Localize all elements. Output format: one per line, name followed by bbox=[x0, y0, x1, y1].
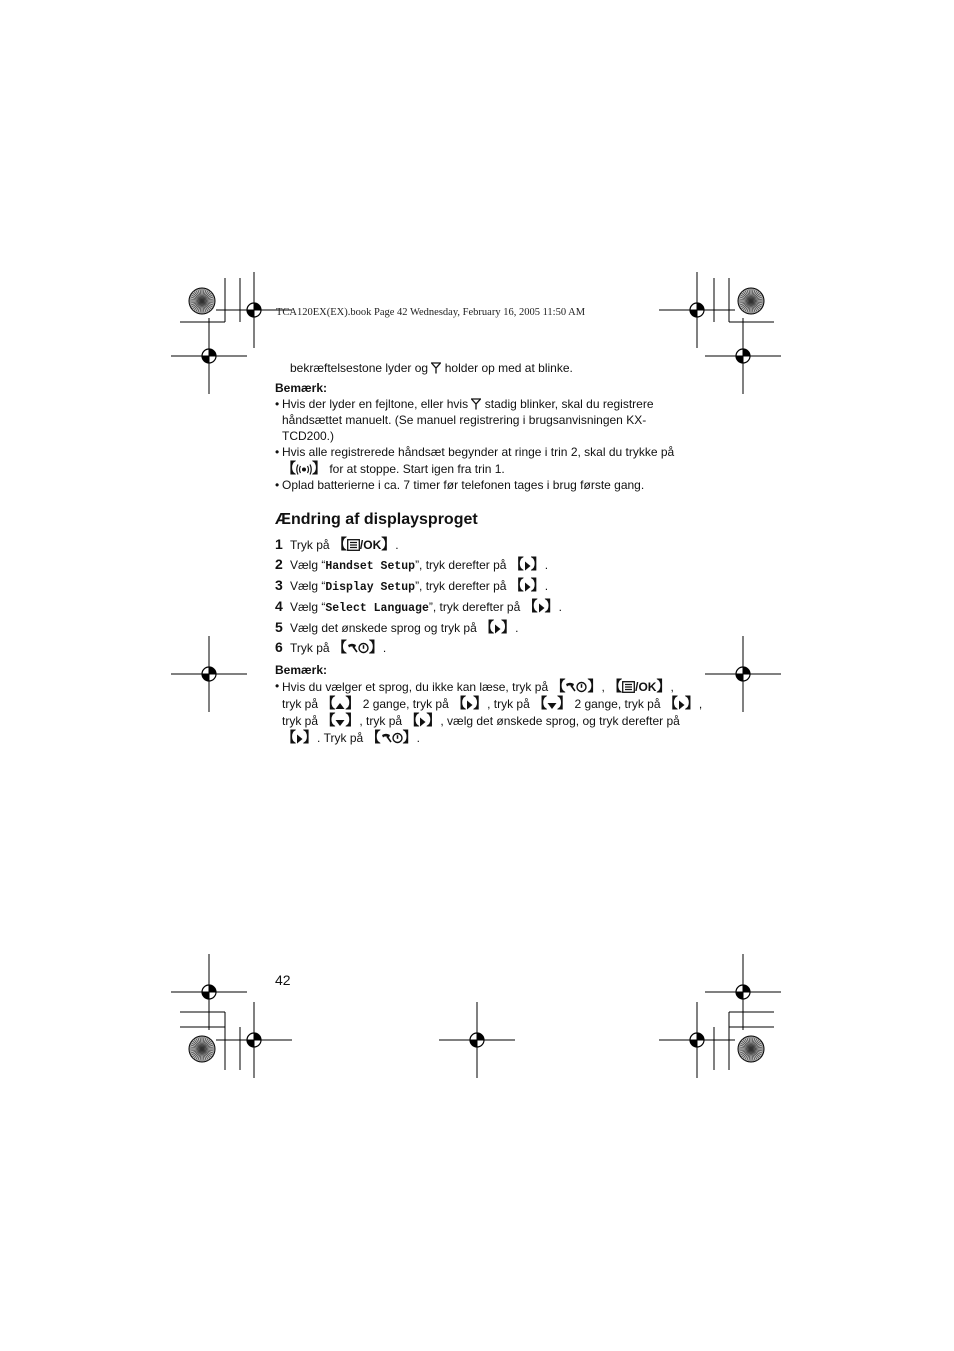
note-bullet bbox=[275, 444, 685, 477]
text: Hvis du vælger et sprog, du ikke kan læse, tryk på bbox=[282, 680, 552, 694]
text: for at stoppe. Start igen fra trin 1. bbox=[326, 462, 505, 476]
confirmation-line bbox=[275, 360, 685, 376]
note-heading: Bemærk: bbox=[275, 663, 328, 677]
text: bekræftelsestone lyder og bbox=[290, 361, 432, 375]
registration-crosshair bbox=[705, 318, 781, 394]
text: Tryk på bbox=[290, 641, 333, 655]
registration-crosshair bbox=[705, 636, 781, 712]
step-4: 4 Vælg “Select Language”, tryk derefter på 【 】. bbox=[275, 598, 562, 615]
step-number: 3 bbox=[275, 577, 283, 593]
registration-crosshair bbox=[171, 636, 247, 712]
antenna-icon bbox=[471, 398, 481, 410]
right-arrow-icon bbox=[538, 603, 545, 613]
text: 2 gange, tryk på bbox=[571, 697, 664, 711]
registration-starburst bbox=[189, 1036, 215, 1062]
intercom-locator-icon bbox=[296, 464, 312, 475]
menu-icon bbox=[347, 539, 360, 551]
text: tryk på bbox=[282, 697, 322, 711]
registration-crosshair bbox=[171, 954, 247, 1030]
off-power-icon bbox=[347, 642, 369, 654]
registration-crosshair bbox=[659, 1002, 735, 1078]
step-number: 2 bbox=[275, 556, 283, 572]
right-key: 【 】 bbox=[452, 695, 488, 711]
antenna-icon bbox=[431, 362, 441, 374]
text: Vælg “ bbox=[290, 600, 326, 614]
menu-ok-key: 【 /OK】 bbox=[608, 678, 671, 694]
registration-crosshair bbox=[439, 1002, 515, 1078]
registration-crosshair bbox=[216, 1002, 292, 1078]
step-2: 2 Vælg “Handset Setup”, tryk derefter på 【 】. bbox=[275, 556, 549, 573]
page-content bbox=[275, 360, 703, 746]
text: TCD200.) bbox=[282, 429, 335, 443]
off-key: 【 】 bbox=[551, 678, 602, 694]
menu-icon bbox=[622, 681, 635, 693]
text: Vælg “ bbox=[290, 579, 326, 593]
text: , tryk på bbox=[487, 697, 534, 711]
note-heading: Bemærk: bbox=[275, 381, 328, 395]
right-key: 【 】 bbox=[405, 712, 441, 728]
step-5: 5 Vælg det ønskede sprog og tryk på 【 】. bbox=[275, 619, 519, 635]
step-number: 4 bbox=[275, 598, 283, 614]
right-key: 【 】 bbox=[509, 556, 545, 572]
off-key: 【 】 bbox=[366, 729, 417, 745]
right-key: 【 】 bbox=[523, 598, 559, 614]
section-title: Ændring af displaysproget bbox=[275, 511, 478, 528]
text: håndsættet manuelt. (Se manuel registrering i brugsanvisningen KX- bbox=[282, 413, 647, 427]
page-number: 42 bbox=[275, 972, 291, 988]
right-arrow-icon bbox=[524, 582, 531, 592]
registration-starburst bbox=[738, 288, 764, 314]
text: • Hvis alle registrerede håndsæt begynder at ringe i trin 2, skal du trykke på bbox=[282, 445, 675, 459]
file-info-header: TCA120EX(EX).book Page 42 Wednesday, February 16, 2005 11:50 AM bbox=[276, 307, 586, 318]
down-key: 【 】 bbox=[321, 712, 360, 728]
registration-crosshair bbox=[171, 318, 247, 394]
down-arrow-icon bbox=[547, 702, 557, 710]
locator-key: 【 】 bbox=[282, 460, 326, 476]
text: stadig blinker, skal du registrere bbox=[481, 397, 654, 411]
step-number: 1 bbox=[275, 536, 283, 552]
menu-item-name: Handset Setup bbox=[325, 560, 416, 573]
menu-item-name: Display Setup bbox=[325, 581, 416, 594]
step-number: 6 bbox=[275, 639, 283, 655]
down-arrow-icon bbox=[335, 719, 345, 727]
text: , vælg det ønskede sprog, og tryk derefter på bbox=[440, 714, 680, 728]
right-key: 【 】 bbox=[480, 619, 516, 635]
text: . bbox=[395, 538, 399, 552]
down-key: 【 】 bbox=[533, 695, 572, 711]
step-3: 3 Vælg “Display Setup”, tryk derefter på 【 】. bbox=[275, 577, 549, 594]
up-arrow-icon bbox=[335, 702, 345, 710]
text: Hvis der lyder en fejltone, eller hvis bbox=[282, 397, 472, 411]
key-label: /OK bbox=[635, 680, 657, 694]
text: , tryk på bbox=[359, 714, 406, 728]
registration-crosshair bbox=[659, 272, 735, 348]
registration-starburst bbox=[189, 288, 215, 314]
key-label: /OK bbox=[359, 538, 382, 552]
text: ”, tryk derefter på bbox=[428, 600, 524, 614]
text: holder op med at blinke. bbox=[441, 361, 573, 375]
menu-item-name: Select Language bbox=[325, 602, 429, 615]
menu-ok-key: 【 /OK】 bbox=[332, 536, 396, 552]
text: ”, tryk derefter på bbox=[415, 579, 510, 593]
step-number: 5 bbox=[275, 619, 283, 635]
right-arrow-icon bbox=[524, 561, 531, 571]
note-bullet bbox=[275, 396, 685, 444]
text: ”, tryk derefter på bbox=[415, 558, 510, 572]
registration-crosshair bbox=[705, 954, 781, 1030]
registration-starburst bbox=[738, 1036, 764, 1062]
off-power-icon bbox=[381, 732, 403, 744]
note-bullet: • Oplad batterierne i ca. 7 timer før telefonen tages i brug første gang. bbox=[275, 477, 685, 493]
off-key: 【 】 bbox=[332, 639, 383, 655]
step-6: 6 Tryk på 【 】. bbox=[275, 639, 387, 655]
note-bullet: • Hvis du vælger et sprog, du ikke kan læse, tryk på 【 】, 【 /OK】, tryk på 【 】 2 gange, tryk på 【 】, tryk på 【 】 2 gange, tryk på 【 】, tryk på 【 】, tryk på 【 】, vælg det ønskede sprog, og tryk derefter på 【 】. Tryk på 【 】. bbox=[275, 678, 685, 746]
up-key: 【 】 bbox=[321, 695, 360, 711]
right-key: 【 】 bbox=[663, 695, 699, 711]
off-power-icon bbox=[565, 681, 587, 693]
step-1 bbox=[275, 535, 685, 555]
text: 2 gange, tryk på bbox=[359, 697, 453, 711]
text: Vælg det ønskede sprog og tryk på bbox=[290, 621, 481, 635]
text: Tryk på bbox=[290, 538, 333, 552]
right-key: 【 】 bbox=[509, 577, 545, 593]
text: tryk på bbox=[282, 714, 322, 728]
right-arrow-icon bbox=[296, 734, 303, 744]
text: Vælg “ bbox=[290, 558, 326, 572]
right-key: 【 】 bbox=[282, 729, 317, 745]
text: . Tryk på bbox=[317, 731, 367, 745]
right-arrow-icon bbox=[678, 700, 685, 710]
